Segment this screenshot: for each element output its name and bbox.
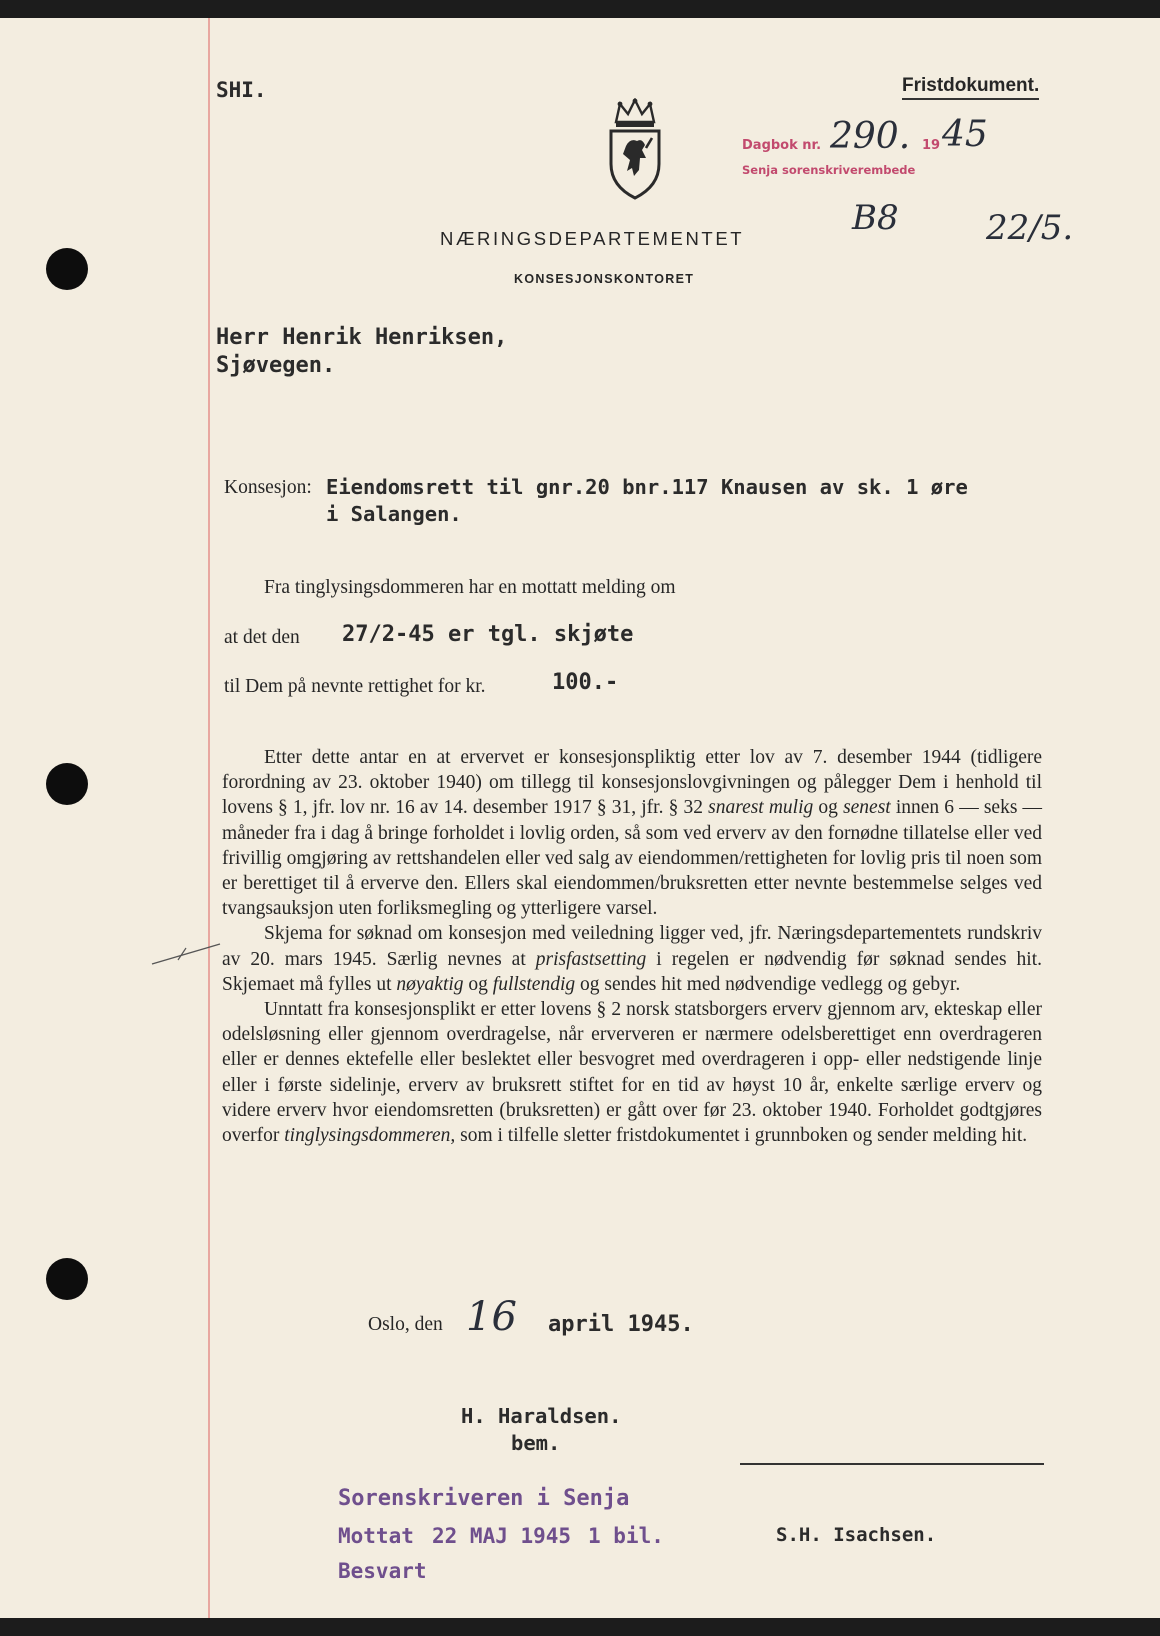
p2-text-3: og [468,973,488,995]
ministry-name: NÆRINGSDEPARTEMENTET [440,228,745,249]
concession-line-2: i Salangen. [326,502,462,526]
registry-year: 45 [942,114,988,155]
signatory-title: bem. [511,1431,561,1455]
received-stamp-answered: Besvart [338,1559,427,1583]
received-stamp-date: 22 MAJ 1945 [432,1524,572,1548]
p2-text-2: i regelen er nødvendig før søknad sendes hit. Skjemaet må fylles ut [222,948,1043,995]
p1-emphasis-2: senest [843,797,891,819]
p1-emphasis-1: snarest mulig [708,797,814,819]
registry-year-label: 19 [922,138,941,153]
p2-emphasis-3: fullstendig [492,973,576,995]
p2-emphasis-2: nøyaktig [396,973,464,995]
closing-day: 16 [466,1294,517,1340]
received-stamp-label: Mottat [338,1524,414,1548]
notice-amount-value: 100.- [552,670,619,695]
document-type-label: Fristdokument. [902,75,1039,100]
handwritten-date: 22/5. [986,208,1074,248]
document-page [0,18,1160,1618]
signature-line [740,1463,1044,1465]
p3-text-2: som i tilfelle sletter fristdokumentet i grunnboken og sender melding hit. [460,1125,1028,1147]
recipient-address: Sjøvegen. [216,353,336,378]
closing-place: Oslo, den [368,1314,443,1335]
p1-text-3: innen 6 — seks — måneder fra i dag å bringe forholdet i lovlig orden, så som ved erverv av den fornødne tillatelse eller ved frivillig omgjøring av rettshandelen eller ved salg av eiendommen/rettigheten for lovlig pris til noen som er berettiget til å erverve den. Ellers skal eiendommen/bruksretten etter nevnte bestemmelse selges ved tvangsauksjon uten forliksmegling og ytterligere varsel. [222,797,1043,920]
body-paragraph-3 [222,997,1042,1148]
concession-line-1: Eiendomsrett til gnr.20 bnr.117 Knausen av sk. 1 øre [326,475,968,499]
p2-emphasis-1: prisfastsetting [535,948,647,970]
second-signatory: S.H. Isachsen. [776,1524,937,1546]
p1-text: Etter dette antar en at ervervet er konsesjonspliktig etter lov av 7. desember 1944 (tidligere forordning av 23. oktober 1940) om tillegg til konsesjonslovgivningen og pålegger Dem i henhold til lovens § 1, jfr. lov nr. 16 av 14. desember 1917 § 31, jfr. § 32 [222,747,1042,819]
reference-code: SHI. [216,78,267,102]
punch-hole [46,248,88,290]
body-text [222,745,1042,1148]
received-stamp-attachments: 1 bil. [588,1524,664,1548]
received-stamp-office: Sorenskriveren i Senja [338,1486,630,1511]
body-paragraph-2 [222,921,1042,997]
notice-amount-label: til Dem på nevnte rettighet for kr. [224,676,486,697]
handwritten-note: B8 [852,198,899,238]
registry-number: 290. [830,116,911,157]
punch-hole [46,1258,88,1300]
closing-month-year: april 1945. [548,1312,694,1337]
concession-label: Konsesjon: [224,477,312,498]
p1-text-2: og [818,797,838,819]
punch-hole [46,763,88,805]
notice-line-1: Fra tinglysingsdommeren har en mottatt melding om [264,577,676,598]
office-name: KONSESJONSKONTORET [514,272,695,286]
p3-emphasis: tinglysingsdommeren, [284,1125,456,1147]
coat-of-arms-icon [606,98,664,202]
registry-office: Senja sorenskriverembede [742,163,916,177]
recipient-name: Herr Henrik Henriksen, [216,325,508,350]
p2-text-1: Skjema for søknad om konsesjon med veiledning ligger ved, jfr. Næringsdepartementets rundskriv av 20. mars 1945. Særlig nevnes at [222,923,1042,970]
notice-date-label: at det den [224,627,300,648]
notice-date-value: 27/2-45 er tgl. skjøte [342,622,634,647]
body-paragraph-1 [222,745,1042,921]
p2-text-4: og sendes hit med nødvendige vedlegg og gebyr. [580,973,961,995]
signatory-name: H. Haraldsen. [461,1404,622,1428]
registry-stamp-prefix: Dagbok nr. [742,138,822,153]
margin-pencil-mark [150,938,222,968]
p3-text-1: Unntatt fra konsesjonsplikt er etter lovens § 2 norsk statsborgers erverv gjennom arv, ekteskap eller odelsløsning eller gjennom overdragelse, når erververen er nærmere odelsberettiget enn overdrageren eller er dennes ektefelle eller beslektet eller besvogret med overdrageren i opp- eller nedstigende linje eller i første sidelinje, erverv av bruksrett stiftet for en tid av høyst 10 år, enkelte særlige erverv og videre erverv hvor eiendomsretten (bruksretten) er gått over før 23. oktober 1940. Forholdet godtgjøres overfor [222,999,1042,1147]
margin-rule [208,18,210,1618]
